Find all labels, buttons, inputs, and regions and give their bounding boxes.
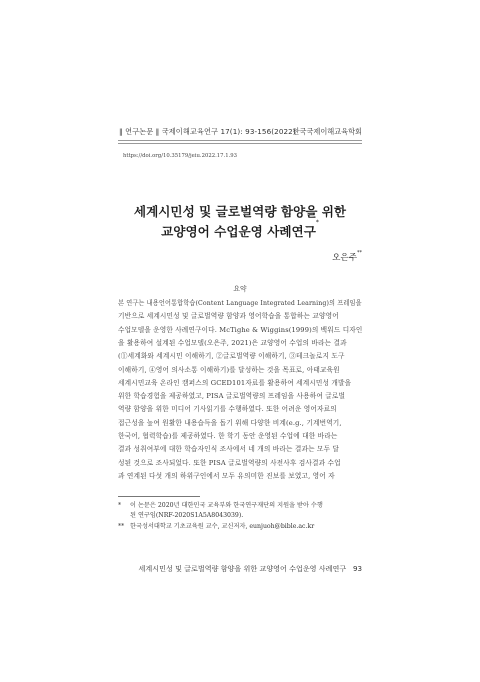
- abstract-line: 한국어, 협력학습)를 제공하였다. 한 학기 동안 운영된 수업에 대한 바라는: [118, 432, 338, 440]
- paper-title-line2: [118, 221, 362, 240]
- abstract-line: 이해하기, ④영어 의사소통 이해하기)를 달성하는 것을 목표로, 아태교육원: [118, 365, 340, 374]
- author-name: [332, 251, 362, 263]
- footnote-1-line2: 된 연구임(NRF-2020S1A5A8043039).: [130, 512, 244, 519]
- page-number: 93: [352, 564, 362, 573]
- journal-citation: ‖ 연구논문 ‖ 국제이해교육연구 17(1): 93-156(2022): [119, 127, 296, 136]
- footnote-1: [118, 501, 362, 511]
- abstract-line: 을 활용하여 설계된 수업모델(오은주, 2021)은 교양영어 수업의 바라는 결과: [118, 338, 347, 347]
- paper-title-line1: [118, 201, 362, 220]
- running-footer: [118, 564, 362, 574]
- footnote-2: [118, 522, 362, 532]
- abstract-line: 세계시민교육 온라인 캠퍼스의 GCED101자료를 활용하여 세계시민성 개발을: [118, 378, 352, 387]
- abstract-line: 접근성을 높여 원활한 내용습득을 돕기 위해 다양한 비계(e.g., 기계번역기,: [118, 418, 342, 427]
- footnote-rule: [118, 496, 200, 497]
- footnote-1-mark: *: [118, 502, 122, 509]
- author-name-text: 오은주: [332, 253, 357, 263]
- abstract-line: 수업모델을 운영한 사례연구이다. McTighe & Wiggins(1999)의 백워드 디자인: [118, 325, 363, 334]
- abstract-line: 역량 함양을 위한 미디어 기사읽기를 수행하였다. 또한 어려운 영어자료의: [118, 405, 337, 414]
- title-line2-text: 교양영어 수업운영 사례연구: [161, 224, 316, 239]
- footnote-1-cont: [118, 511, 374, 521]
- publisher-name: 한국국제이해교육학회: [292, 127, 362, 136]
- header-rule-top: [118, 140, 362, 141]
- doi-link[interactable]: https://doi.org/10.35179/jeiu.2022.17.1.93: [123, 153, 237, 159]
- abstract-line: 성된 것으로 조사되었다. 또한 PISA 글로벌역량의 사전사후 검사결과 수업: [118, 458, 341, 467]
- header-rule-bottom: [118, 143, 362, 144]
- abstract-heading: 요약: [233, 285, 247, 293]
- abstract-line: 결과 성취여부에 대한 학습자인식 조사에서 네 개의 바라는 결과는 모두 달: [118, 445, 340, 454]
- running-title: 세계시민성 및 글로벌역량 함양을 위한 교양영어 수업운영 사례연구: [138, 564, 347, 573]
- footnote-2-line1: 한국성서대학교 기초교육원 교수, 교신저자, eunjuoh@bible.ac.kr: [130, 523, 315, 530]
- footnote-1-line1: 이 논문은 2020년 대한민국 교육부와 한국연구재단의 지원을 받아 수행: [130, 502, 323, 509]
- abstract-line: 위한 학습경험을 제공하였고, PISA 글로벌역량의 프레임을 사용하여 글로벌: [118, 392, 346, 401]
- abstract-line: 과 연계된 다섯 개의 하위구인에서 모두 유의미한 진보를 보였고, 영어 자: [118, 471, 335, 480]
- author-footnote-mark: **: [357, 250, 362, 256]
- abstract-line: 기반으로 세계시민성 및 글로벌역량 함양과 영어학습을 통합하는 교양영어: [118, 312, 339, 321]
- abstract-line: (①세계화와 세계시민 이해하기, ②글로벌역량 이해하기, ③테크놀로지 도구: [118, 352, 345, 361]
- abstract-line: 본 연구는 내용언어통합학습(Content Language Integrated Learning)의 프레임을: [118, 299, 362, 307]
- footnote-2-mark: **: [118, 523, 125, 530]
- title-line1-text: 세계시민성 및 글로벌역량 함양을 위한: [133, 204, 347, 219]
- title-footnote-mark: *: [315, 219, 319, 226]
